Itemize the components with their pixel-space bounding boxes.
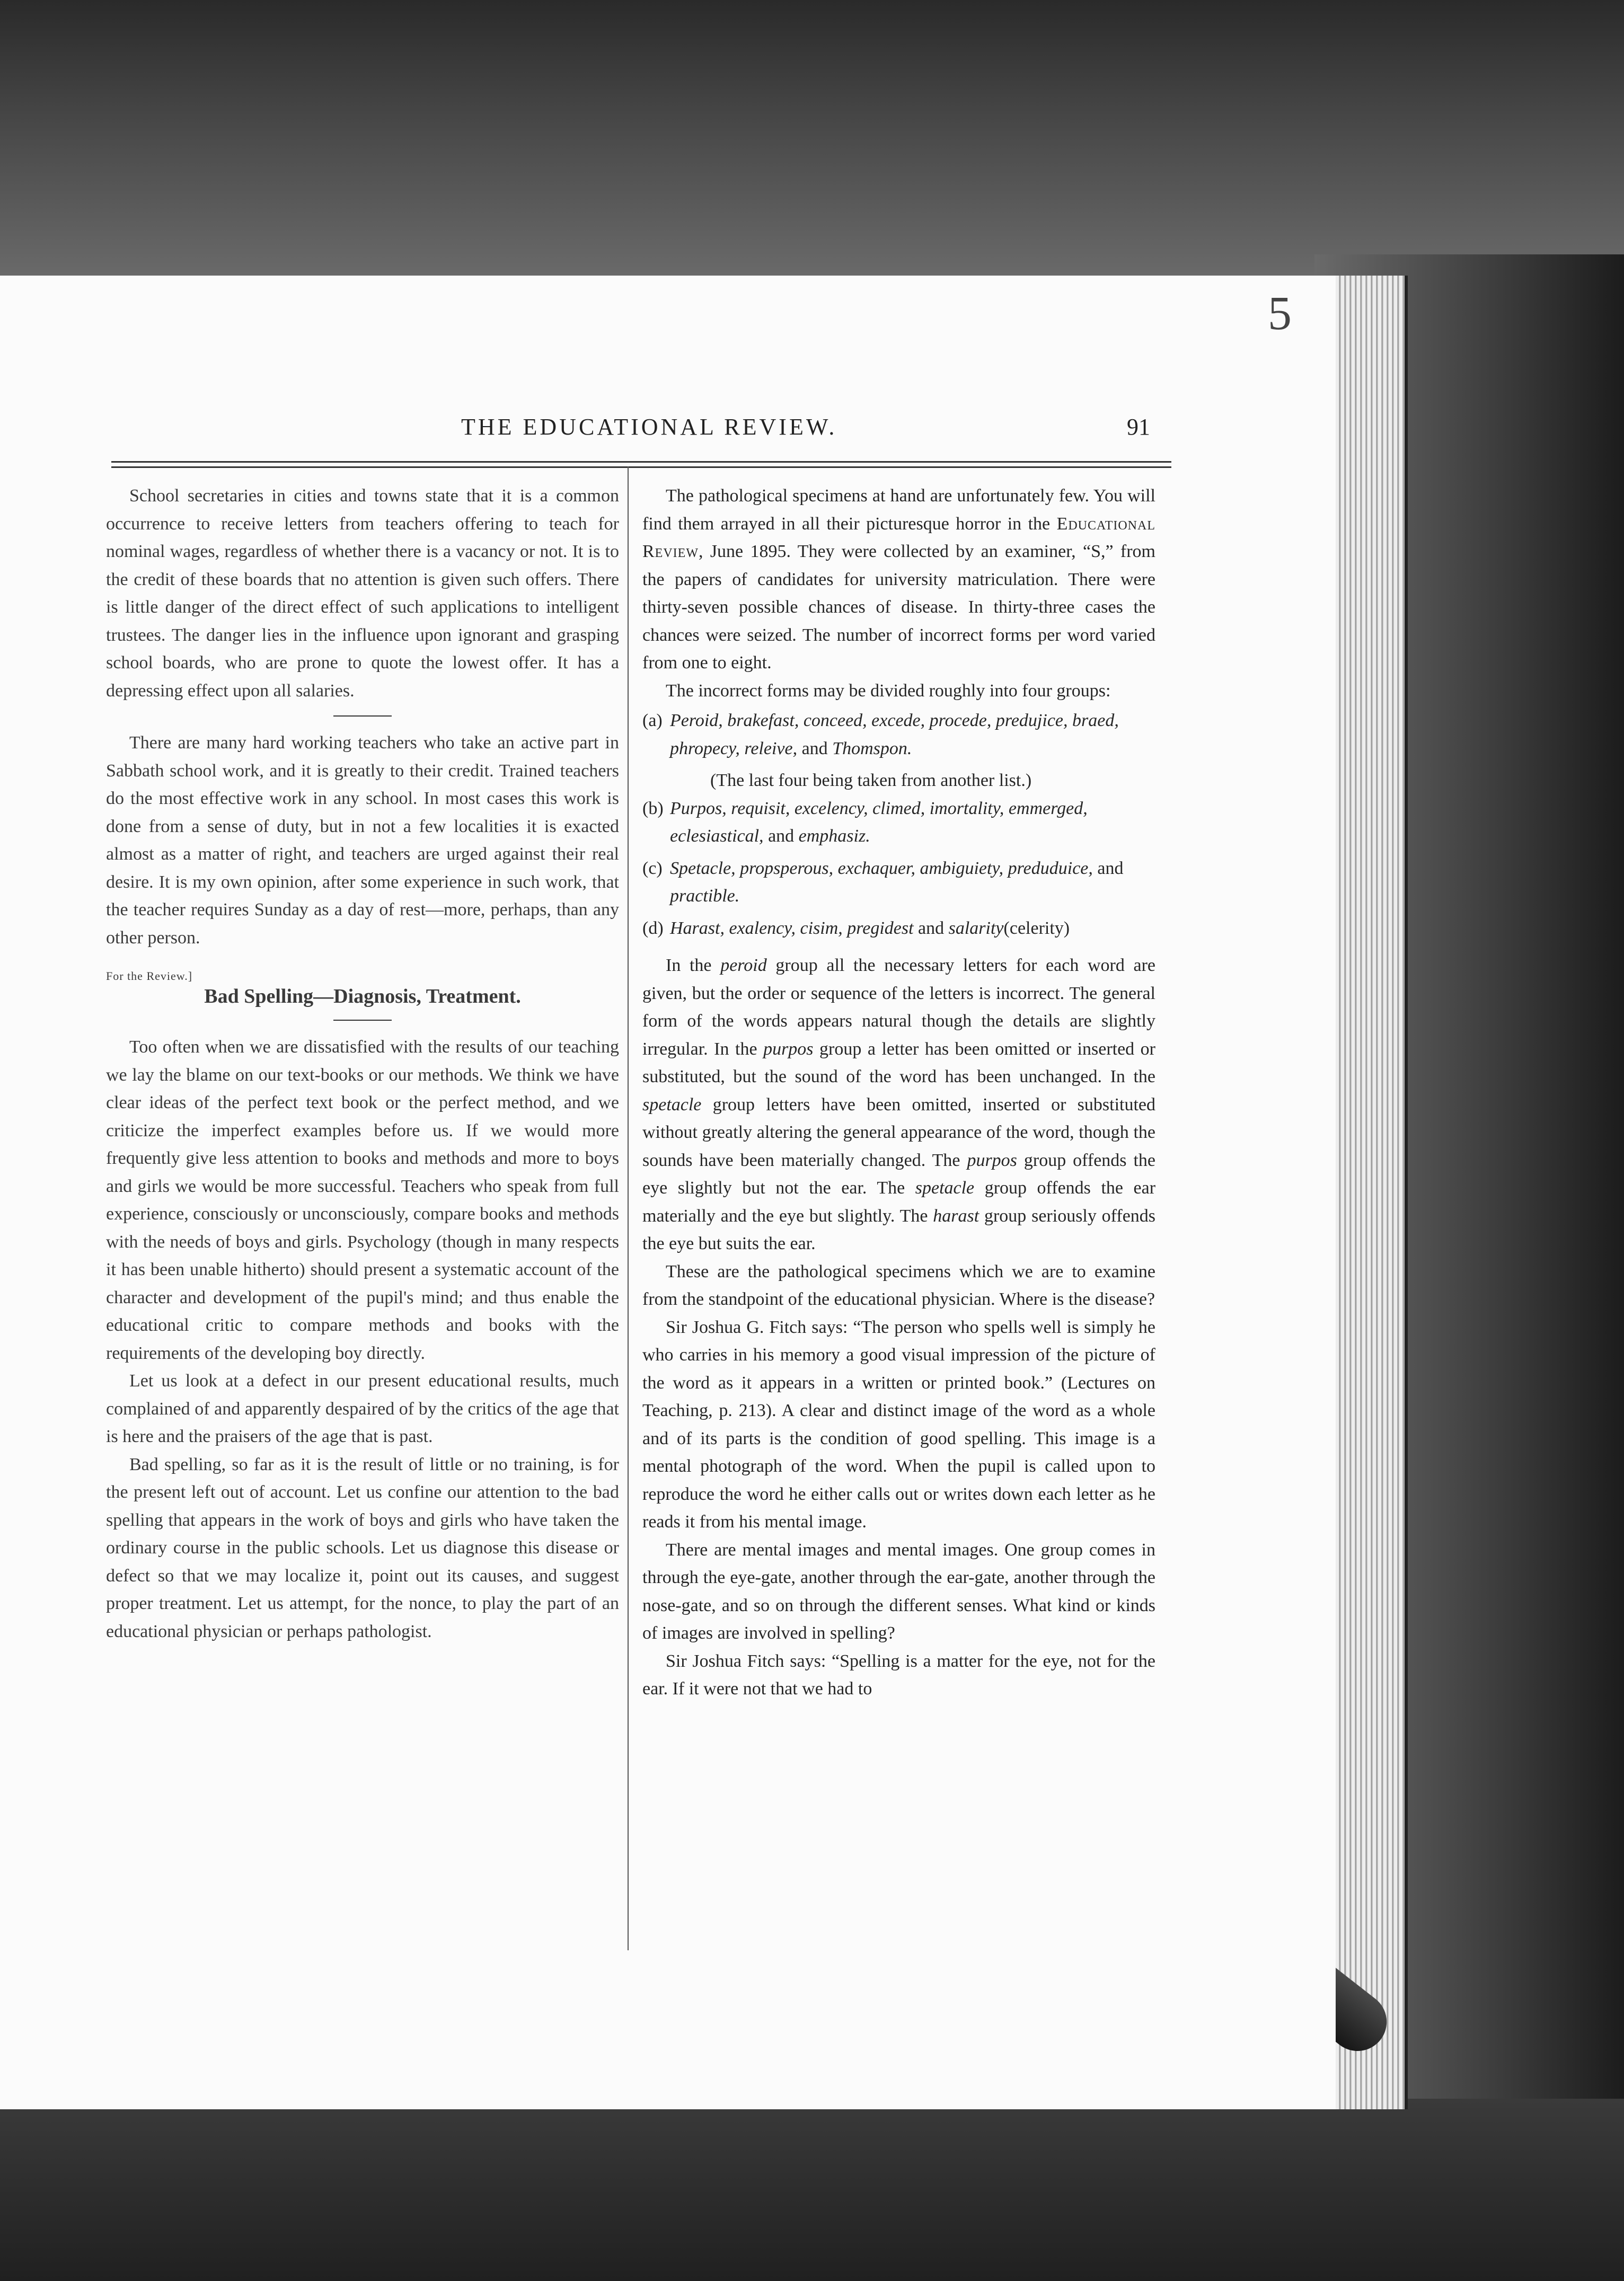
section-divider: [333, 715, 392, 717]
list-item: (b) Purpos, requisit, excelency, climed, imortality, emmerged, eclesiastical, and emphasiz.: [642, 798, 1088, 846]
article-byline: For the Review.]: [106, 969, 193, 983]
handwritten-margin-mark: 5: [1268, 287, 1292, 340]
paragraph-specimens: The pathological specimens at hand are unfortunately few. You will find them arrayed in all their picturesque horror in the Educational Review, June 1895. They were collected by an examiner, “S,” from the papers of candidates for university matriculation. There were thirty-seven possible chances of disease. In thirty-three cases the chances were seized. The number of incorrect forms per word varied from one to eight.: [642, 486, 1155, 673]
page-number: 91: [1127, 414, 1150, 440]
article-title: Bad Spelling—Diagnosis, Treatment.: [204, 985, 521, 1007]
header-rule: [111, 461, 1171, 463]
paragraph-fitch-eye: Sir Joshua Fitch says: “Spelling is a matter for the eye, not for the ear. If it were not that we had to: [642, 1651, 1155, 1699]
paragraph-salaries: School secretaries in cities and towns state that it is a common occurrence to receive letters from teachers offering to teach for nominal wages, regardless of whether there is a vacancy or not. It is to the credit of these boards that no attention is given such offers. There is little danger of the direct effect of such applications to intelligent trustees. The danger lies in the influence upon ignorant and grasping school boards, who are prone to quote the lowest offer. It has a depressing effect upon all salaries.: [106, 486, 619, 701]
paragraph-group-analysis: In the peroid group all the necessary letters for each word are given, but the order or sequence of the letters is incorrect. The general form of the words appears natural though the details are slightly irregular. In the purpos group a letter has been omitted or inserted or substituted, but the sound of the word has been unchanged. In the spetacle group letters have been omitted, inserted or substituted without greatly altering the general appearance of the word, though the sounds have been materially changed. The purpos group offends the eye slightly but not the ear. The spetacle group offends the ear materially and the eye but slightly. The harast group seriously offends the eye but suits the ear.: [642, 956, 1156, 1253]
right-column: [642, 482, 1155, 1703]
book-page-edges: [1325, 276, 1408, 2109]
paragraph-defect: Let us look at a defect in our present educational results, much complained of and apparently despaired of by the critics of the age that is here and the praisers of the age that is past.: [106, 1371, 619, 1446]
header-rule-double: [111, 466, 1171, 468]
list-item: (d) Harast, exalency, cisim, pregidest and salarity(celerity): [642, 918, 1070, 938]
group-note: (The last four being taken from another list.): [710, 771, 1032, 790]
title-divider: [333, 1020, 392, 1021]
left-column: [106, 482, 619, 1646]
paragraph-fitch-quote: Sir Joshua G. Fitch says: “The person who spells well is simply he who carries in his memory a good visual impression of the picture of the word as it appears in a written or printed book.” (Lectures on Teaching, p. 213). A clear and distinct image of the word as a whole and of its parts is the condition of good spelling. This image is a mental photograph of the word. When the pupil is called upon to reproduce the word he either calls out or writes down each letter as he reads it from his mental image.: [642, 1317, 1155, 1532]
paragraph-text-books: Too often when we are dissatisfied with the results of our teaching we lay the blame on our text-books or our methods. We think we have clear ideas of the perfect text book or the perfect method, and we criticize the imperfect examples before us. If we would more frequently give less attention to books and methods and more to boys and girls we would be more successful. Teachers who speak from full experience, consciously or unconsciously, compare books and methods with the needs of boys and girls. Psychology (though in many respects it has been unable hitherto) should present a systematic account of the character and development of the pupil's mind; and thus enable the educational critic to compare methods and books with the requirements of the developing boy directly.: [106, 1037, 619, 1363]
paragraph-physician: These are the pathological specimens which we are to examine from the standpoint of the educational physician. Where is the disease?: [642, 1261, 1155, 1309]
spelling-groups-list: [642, 707, 1155, 942]
paragraph-groups-intro: The incorrect forms may be divided roughly into four groups:: [666, 680, 1111, 701]
journal-title: THE EDUCATIONAL REVIEW.: [461, 414, 837, 440]
paragraph-sabbath-school: There are many hard working teachers who take an active part in Sabbath school work, and it is greatly to their credit. Trained teachers do the most effective work in any school. In most cases this work is done from a sense of duty, but in not a few localities it is exacted almost as a matter of right, and teachers are urged against their real desire. It is my own opinion, after some experience in such work, that the teacher requires Sunday as a day of rest—more, perhaps, than any other person.: [106, 733, 619, 948]
column-divider: [628, 466, 629, 1950]
scanner-background-bottom: [0, 2099, 1624, 2281]
list-item: (a) Peroid, brakefast, conceed, excede, procede, predujice, braed, phropecy, releive, and Thomspon.: [642, 711, 1119, 758]
paragraph-bad-spelling: Bad spelling, so far as it is the result of little or no training, is for the present left out of account. Let us confine our attention to the bad spelling that appears in the work of boys and girls who have taken the ordinary course in the public schools. Let us diagnose this disease or defect so that we may localize it, point out its causes, and suggest proper treatment. Let us attempt, for the nonce, to play the part of an educational physician or perhaps pathologist.: [106, 1454, 619, 1641]
list-item: (c) Spetacle, propsperous, exchaquer, ambiguiety, preduduice, and practible.: [642, 858, 1124, 906]
journal-reference: Educational Review: [642, 514, 1155, 561]
scanner-background-top: [0, 0, 1624, 297]
paragraph-mental-images: There are mental images and mental images. One group comes in through the eye-gate, another through the ear-gate, another through the nose-gate, and so on through the different senses. What kind or kinds of images are involved in spelling?: [642, 1540, 1155, 1643]
running-head: [461, 413, 1150, 456]
